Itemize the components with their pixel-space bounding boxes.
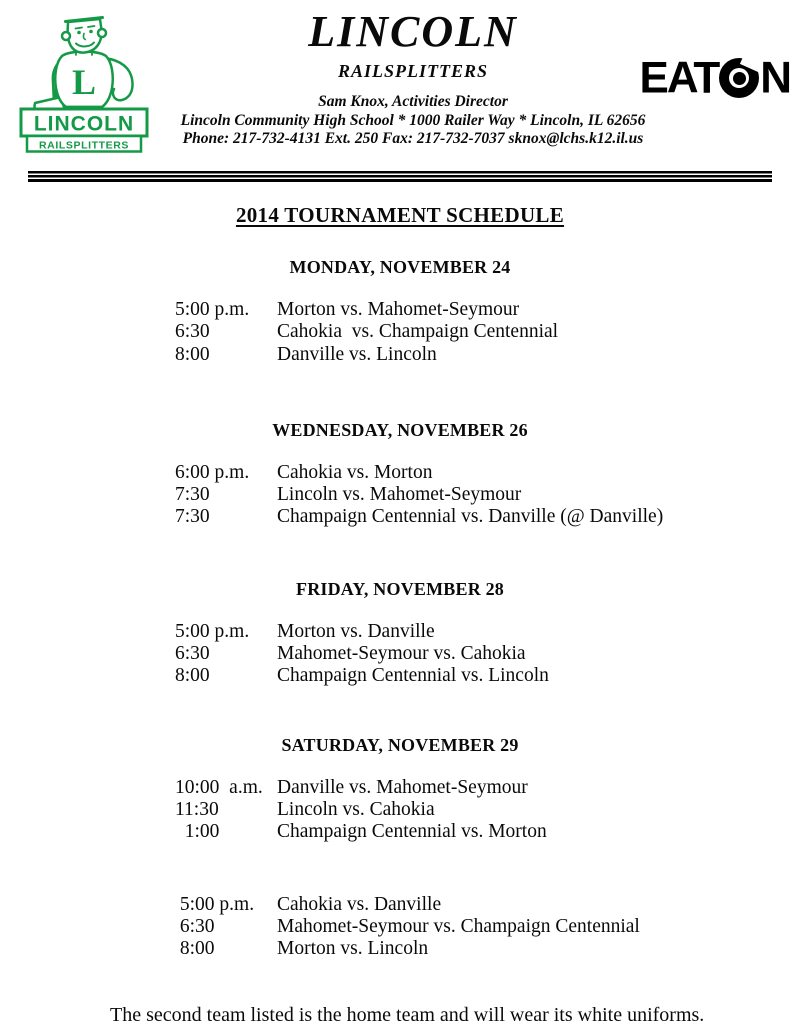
game-row (175, 665, 800, 687)
game-matchup: Lincoln vs. Mahomet-Seymour (277, 484, 522, 506)
logo-banner-railsplitters: RAILSPLITTERS (38, 139, 130, 152)
game-matchup: Champaign Centennial vs. Lincoln (277, 665, 549, 687)
game-row (175, 506, 800, 528)
eaton-logo (639, 52, 790, 103)
logo-banners (21, 109, 147, 152)
game-time: 6:30 (175, 915, 215, 937)
game-matchup: Cahokia vs. Danville (277, 893, 442, 915)
day-heading: FRIDAY, NOVEMBER 28 (296, 578, 504, 599)
game-row (175, 916, 800, 938)
game-row (175, 894, 800, 916)
game-matchup: Lincoln vs. Cahokia (277, 798, 435, 820)
game-time: 5:00 p.m. (175, 299, 250, 320)
games-list (175, 894, 800, 961)
game-time: 6:00 p.m. (175, 461, 250, 483)
game-row (175, 321, 800, 343)
game-matchup: Morton vs. Lincoln (277, 938, 429, 960)
game-time: 1:00 (175, 821, 220, 843)
school-name: LINCOLN (308, 7, 518, 56)
school-address-line: Lincoln Community High School * 1000 Railer Way * Lincoln, IL 62656 (180, 111, 646, 129)
tournament-schedule (0, 229, 800, 960)
masthead (168, 6, 658, 149)
home-team-note: The second team listed is the home team and will wear its white uniforms. (110, 1004, 705, 1027)
day-section (0, 688, 800, 844)
game-row (175, 484, 800, 506)
game-matchup: Danville vs. Mahomet-Seymour (277, 776, 528, 798)
game-row (175, 344, 800, 366)
game-row (175, 643, 800, 665)
game-time: 10:00 a.m. (175, 776, 263, 798)
mascot-icon (18, 6, 150, 154)
day-section (0, 529, 800, 688)
page-title: 2014 TOURNAMENT SCHEDULE (235, 203, 565, 227)
game-row (175, 821, 800, 843)
game-row (175, 299, 800, 321)
game-row (175, 938, 800, 960)
game-matchup: Champaign Centennial vs. Danville (@ Danville) (277, 506, 664, 528)
logo-banner-lincoln: LINCOLN (33, 112, 135, 136)
game-time: 6:30 (175, 321, 210, 343)
eaton-logo-text-left: EAT (639, 52, 719, 103)
day-section (0, 366, 800, 529)
game-time: 8:00 (175, 938, 215, 960)
games-list (175, 278, 800, 366)
day-section (0, 844, 800, 961)
game-time: 7:30 (175, 506, 210, 528)
eaton-logo-text-right: N (760, 52, 790, 103)
letterhead (0, 0, 800, 171)
games-list (175, 756, 800, 844)
phone-fax-email-line: Phone: 217-732-4131 Ext. 250 Fax: 217-732-7037 sknox@lchs.k12.il.us (182, 130, 644, 147)
game-row (175, 777, 800, 799)
game-row (175, 621, 800, 643)
games-list (175, 441, 800, 529)
mascot-chest-letter: L (71, 62, 97, 102)
game-row (175, 462, 800, 484)
triple-rule-divider (28, 171, 772, 182)
team-name: RAILSPLITTERS (337, 61, 489, 81)
contact-block (168, 93, 658, 149)
game-matchup: Champaign Centennial vs. Morton (277, 821, 547, 843)
game-time: 11:30 (175, 798, 219, 820)
railsplitters-mascot-logo (18, 6, 150, 154)
activities-director-line: Sam Knox, Activities Director (318, 93, 508, 110)
game-matchup: Cahokia vs. Champaign Centennial (277, 321, 559, 343)
game-matchup: Mahomet-Seymour vs. Cahokia (277, 643, 526, 665)
day-section (0, 229, 800, 366)
game-time: 5:00 p.m. (175, 893, 255, 915)
game-matchup: Morton vs. Danville (277, 620, 435, 642)
game-matchup: Mahomet-Seymour vs. Champaign Centennial (277, 915, 640, 937)
game-row (175, 799, 800, 821)
game-time: 6:30 (175, 643, 210, 665)
game-matchup: Danville vs. Lincoln (277, 343, 437, 365)
eaton-o-mark-icon (719, 58, 759, 98)
game-time: 7:30 (175, 484, 210, 506)
day-heading: MONDAY, NOVEMBER 24 (289, 257, 511, 277)
game-time: 5:00 p.m. (175, 620, 250, 642)
game-matchup: Cahokia vs. Morton (277, 461, 433, 483)
day-heading: WEDNESDAY, NOVEMBER 26 (272, 419, 528, 440)
day-heading: SATURDAY, NOVEMBER 29 (281, 734, 519, 755)
game-time: 8:00 (175, 343, 210, 365)
game-time: 8:00 (175, 665, 210, 687)
game-matchup: Morton vs. Mahomet-Seymour (277, 299, 520, 320)
games-list (175, 600, 800, 688)
